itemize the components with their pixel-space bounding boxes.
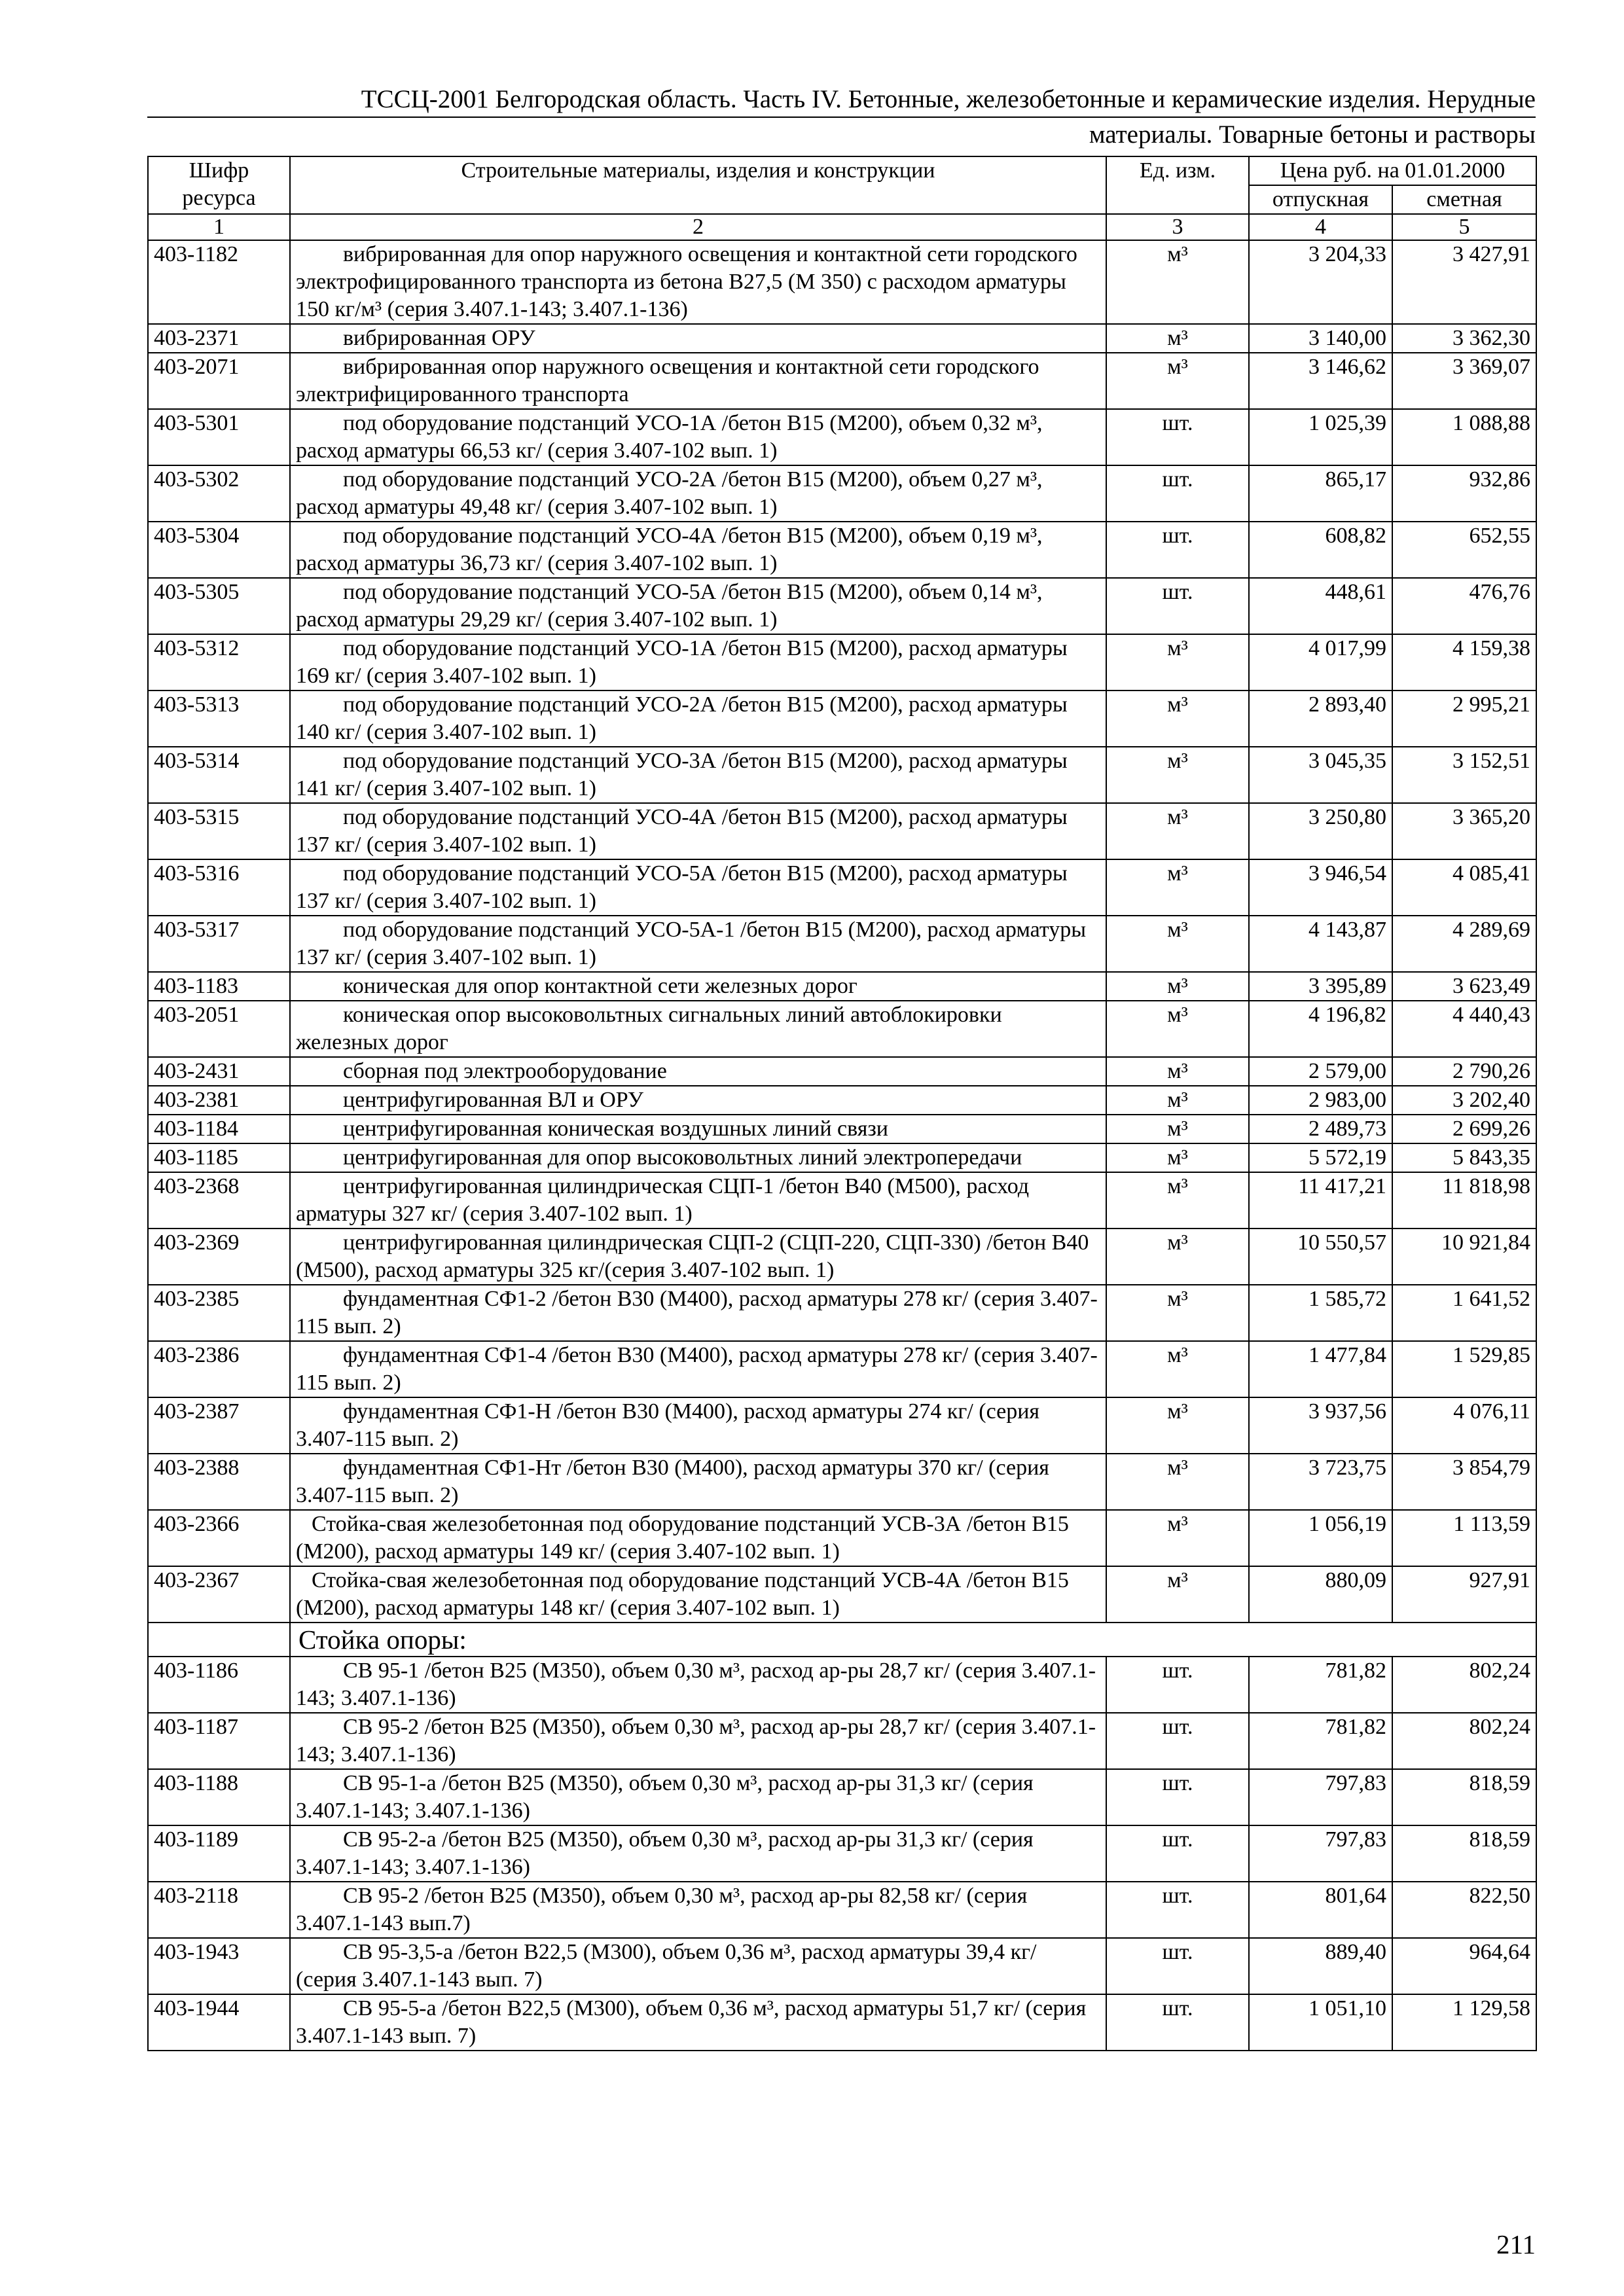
material-description (290, 1341, 1106, 1397)
table-row (148, 1769, 1536, 1825)
estimate-price: 932,86 (1392, 465, 1536, 522)
estimate-price: 5 843,35 (1392, 1143, 1536, 1172)
estimate-price: 4 085,41 (1392, 859, 1536, 916)
release-price: 2 983,00 (1249, 1086, 1392, 1115)
material-description (290, 1172, 1106, 1229)
col-header-code: Шифр ресурса (148, 156, 290, 214)
release-price: 3 946,54 (1249, 859, 1392, 916)
material-description (290, 1882, 1106, 1938)
header-line-1: ТССЦ-2001 Белгородская область. Часть IV. Бетонные, железобетонные и керамические изделия. Нерудные (361, 85, 1536, 113)
header-rule (147, 117, 1536, 118)
section-title: Стойка опоры: (290, 1623, 1536, 1657)
resource-code: 403-2051 (148, 1001, 290, 1057)
estimate-price: 3 623,49 (1392, 972, 1536, 1001)
table-row (148, 465, 1536, 522)
resource-code: 403-5315 (148, 803, 290, 859)
description-text: под оборудование подстанций УСО-3А /бетон В15 (М200), расход арматуры 141 кг/ (серия 3.407-102 вып. 1) (296, 749, 1068, 800)
resource-code: 403-1186 (148, 1657, 290, 1713)
unit-of-measure: шт. (1106, 1657, 1249, 1713)
table-row (148, 324, 1536, 353)
unit-of-measure: шт. (1106, 1825, 1249, 1882)
description-text: Стойка-свая железобетонная под оборудование подстанций УСВ-3А /бетон В15 (М200), расход арматуры 149 кг/ (серия 3.407-102 вып. 1) (296, 1512, 1069, 1564)
release-price: 1 585,72 (1249, 1285, 1392, 1341)
release-price: 5 572,19 (1249, 1143, 1392, 1172)
unit-of-measure: м³ (1106, 1454, 1249, 1510)
estimate-price: 3 369,07 (1392, 353, 1536, 409)
material-description (290, 972, 1106, 1001)
resource-code: 403-1188 (148, 1769, 290, 1825)
resource-code: 403-5301 (148, 409, 290, 465)
unit-of-measure: м³ (1106, 1001, 1249, 1057)
material-description (290, 1001, 1106, 1057)
resource-code: 403-1189 (148, 1825, 290, 1882)
description-text: Стойка-свая железобетонная под оборудование подстанций УСВ-4А /бетон В15 (М200), расход арматуры 148 кг/ (серия 3.407-102 вып. 1) (296, 1568, 1069, 1620)
description-text: СВ 95-5-а /бетон В22,5 (М300), объем 0,36 м³, расход арматуры 51,7 кг/ (серия 3.407.1-143 вып. 7) (296, 1996, 1087, 2048)
table-row (148, 1086, 1536, 1115)
material-description (290, 1769, 1106, 1825)
description-text: под оборудование подстанций УСО-4А /бетон В15 (М200), расход арматуры 137 кг/ (серия 3.407-102 вып. 1) (296, 805, 1068, 857)
release-price: 608,82 (1249, 522, 1392, 578)
description-text: СВ 95-2 /бетон В25 (М350), объем 0,30 м³, расход ар-ры 82,58 кг/ (серия 3.407.1-143 вып.7) (296, 1884, 1028, 1935)
resource-code: 403-2071 (148, 353, 290, 409)
description-text: центрифугированная коническая воздушных линий связи (343, 1117, 888, 1141)
unit-of-measure: м³ (1106, 1143, 1249, 1172)
estimate-price: 818,59 (1392, 1825, 1536, 1882)
resource-code: 403-5312 (148, 634, 290, 691)
estimate-price: 3 202,40 (1392, 1086, 1536, 1115)
table-row (148, 522, 1536, 578)
description-text: СВ 95-2-а /бетон В25 (М350), объем 0,30 м³, расход ар-ры 31,3 кг/ (серия 3.407.1-143; 3.407.1-136) (296, 1827, 1034, 1879)
description-text: под оборудование подстанций УСО-5А /бетон В15 (М200), расход арматуры 137 кг/ (серия 3.407-102 вып. 1) (296, 861, 1068, 913)
release-price: 781,82 (1249, 1657, 1392, 1713)
release-price: 3 937,56 (1249, 1397, 1392, 1454)
resource-code: 403-1943 (148, 1938, 290, 1994)
unit-of-measure: м³ (1106, 747, 1249, 803)
estimate-price: 10 921,84 (1392, 1229, 1536, 1285)
description-text: под оборудование подстанций УСО-5А /бетон В15 (М200), объем 0,14 м³, расход арматуры 29,29 кг/ (серия 3.407-102 вып. 1) (296, 580, 1043, 632)
table-row (148, 747, 1536, 803)
table-row (148, 803, 1536, 859)
estimate-price: 3 365,20 (1392, 803, 1536, 859)
release-price: 1 051,10 (1249, 1994, 1392, 2051)
resource-code: 403-2118 (148, 1882, 290, 1938)
estimate-price: 4 159,38 (1392, 634, 1536, 691)
estimate-price: 822,50 (1392, 1882, 1536, 1938)
release-price: 1 025,39 (1249, 409, 1392, 465)
unit-of-measure: шт. (1106, 1882, 1249, 1938)
unit-of-measure: м³ (1106, 1086, 1249, 1115)
resource-code: 403-2386 (148, 1341, 290, 1397)
resource-code: 403-2385 (148, 1285, 290, 1341)
description-text: центрифугированная цилиндрическая СЦП-2 (СЦП-220, СЦП-330) /бетон В40 (М500), расход арматуры 325 кг/(серия 3.407-102 вып. 1) (296, 1230, 1089, 1282)
description-text: под оборудование подстанций УСО-5А-1 /бетон В15 (М200), расход арматуры 137 кг/ (серия 3.407-102 вып. 1) (296, 918, 1087, 969)
resource-code: 403-5305 (148, 578, 290, 634)
table-row (148, 1115, 1536, 1143)
description-text: фундаментная СФ1-2 /бетон В30 (М400), расход арматуры 278 кг/ (серия 3.407-115 вып. 2) (296, 1287, 1098, 1338)
resource-code: 403-2388 (148, 1454, 290, 1510)
release-price: 10 550,57 (1249, 1229, 1392, 1285)
unit-of-measure: м³ (1106, 1229, 1249, 1285)
release-price: 3 723,75 (1249, 1454, 1392, 1510)
table-body-2 (148, 1657, 1536, 2051)
table-row (148, 916, 1536, 972)
table-row (148, 1994, 1536, 2051)
release-price: 1 056,19 (1249, 1510, 1392, 1566)
material-description (290, 916, 1106, 972)
estimate-price: 2 699,26 (1392, 1115, 1536, 1143)
resource-code: 403-5314 (148, 747, 290, 803)
estimate-price: 4 440,43 (1392, 1001, 1536, 1057)
estimate-price: 964,64 (1392, 1938, 1536, 1994)
estimate-price: 4 076,11 (1392, 1397, 1536, 1454)
release-price: 889,40 (1249, 1938, 1392, 1994)
estimate-price: 11 818,98 (1392, 1172, 1536, 1229)
table-row (148, 1566, 1536, 1623)
description-text: под оборудование подстанций УСО-1А /бетон В15 (М200), расход арматуры 169 кг/ (серия 3.407-102 вып. 1) (296, 636, 1068, 688)
description-text: коническая опор высоковольтных сигнальных линий автоблокировки железных дорог (296, 1003, 1002, 1054)
material-description (290, 1938, 1106, 1994)
unit-of-measure: м³ (1106, 691, 1249, 747)
release-price: 3 250,80 (1249, 803, 1392, 859)
estimate-price: 652,55 (1392, 522, 1536, 578)
table-row (148, 578, 1536, 634)
release-price: 4 196,82 (1249, 1001, 1392, 1057)
estimate-price: 927,91 (1392, 1566, 1536, 1623)
estimate-price: 802,24 (1392, 1713, 1536, 1769)
table-row (148, 1143, 1536, 1172)
resource-code: 403-5316 (148, 859, 290, 916)
column-number: 1 (148, 214, 290, 240)
col-header-unit: Ед. изм. (1106, 156, 1249, 214)
release-price: 797,83 (1249, 1769, 1392, 1825)
description-text: фундаментная СФ1-Нт /бетон В30 (М400), расход арматуры 370 кг/ (серия 3.407-115 вып. 2) (296, 1456, 1049, 1507)
estimate-price: 3 152,51 (1392, 747, 1536, 803)
material-description (290, 691, 1106, 747)
description-text: вибрированная для опор наружного освещения и контактной сети городского электрофицированного транспорта из бетона В27,5 (М 350) с расходом арматуры 150 кг/м³ (серия 3.407.1-143; 3.407.1-136) (296, 242, 1077, 321)
material-description (290, 1713, 1106, 1769)
estimate-price: 476,76 (1392, 578, 1536, 634)
estimate-price: 2 790,26 (1392, 1057, 1536, 1086)
unit-of-measure: м³ (1106, 1566, 1249, 1623)
resource-code: 403-1183 (148, 972, 290, 1001)
description-text: сборная под электрооборудование (343, 1059, 667, 1083)
release-price: 3 045,35 (1249, 747, 1392, 803)
estimate-price: 1 088,88 (1392, 409, 1536, 465)
column-number-row (148, 214, 1536, 240)
description-text: СВ 95-3,5-а /бетон В22,5 (М300), объем 0,36 м³, расход арматуры 39,4 кг/ (серия 3.407.1-143 вып. 7) (296, 1940, 1037, 1992)
material-description (290, 578, 1106, 634)
estimate-price: 818,59 (1392, 1769, 1536, 1825)
material-description (290, 1143, 1106, 1172)
release-price: 865,17 (1249, 465, 1392, 522)
resource-code: 403-1185 (148, 1143, 290, 1172)
table-row (148, 1341, 1536, 1397)
material-description (290, 353, 1106, 409)
table-row (148, 1454, 1536, 1510)
estimate-price: 1 529,85 (1392, 1341, 1536, 1397)
release-price: 4 017,99 (1249, 634, 1392, 691)
material-description (290, 324, 1106, 353)
estimate-price: 4 289,69 (1392, 916, 1536, 972)
release-price: 880,09 (1249, 1566, 1392, 1623)
release-price: 3 146,62 (1249, 353, 1392, 409)
material-description (290, 634, 1106, 691)
resource-code: 403-5304 (148, 522, 290, 578)
table-row (148, 1882, 1536, 1938)
estimate-price: 3 854,79 (1392, 1454, 1536, 1510)
table-row (148, 1713, 1536, 1769)
unit-of-measure: шт. (1106, 1938, 1249, 1994)
table-row (148, 634, 1536, 691)
table-row (148, 1657, 1536, 1713)
column-number: 5 (1392, 214, 1536, 240)
column-number: 4 (1249, 214, 1392, 240)
material-description (290, 1397, 1106, 1454)
material-description (290, 1994, 1106, 2051)
resource-code: 403-2367 (148, 1566, 290, 1623)
description-text: СВ 95-1 /бетон В25 (М350), объем 0,30 м³, расход ар-ры 28,7 кг/ (серия 3.407.1-143; 3.407.1-136) (296, 1659, 1096, 1710)
description-text: вибрированная ОРУ (343, 326, 535, 350)
resource-code: 403-2371 (148, 324, 290, 353)
unit-of-measure: м³ (1106, 1115, 1249, 1143)
resource-code: 403-5313 (148, 691, 290, 747)
unit-of-measure: шт. (1106, 465, 1249, 522)
release-price: 11 417,21 (1249, 1172, 1392, 1229)
release-price: 2 489,73 (1249, 1115, 1392, 1143)
resource-code: 403-2368 (148, 1172, 290, 1229)
estimate-price: 2 995,21 (1392, 691, 1536, 747)
unit-of-measure: шт. (1106, 578, 1249, 634)
unit-of-measure: м³ (1106, 634, 1249, 691)
table-row (148, 691, 1536, 747)
table-row (148, 240, 1536, 324)
unit-of-measure: м³ (1106, 1172, 1249, 1229)
column-number: 3 (1106, 214, 1249, 240)
unit-of-measure: м³ (1106, 972, 1249, 1001)
description-text: СВ 95-1-а /бетон В25 (М350), объем 0,30 м³, расход ар-ры 31,3 кг/ (серия 3.407.1-143; 3.407.1-136) (296, 1771, 1034, 1823)
description-text: фундаментная СФ1-4 /бетон В30 (М400), расход арматуры 278 кг/ (серия 3.407-115 вып. 2) (296, 1343, 1098, 1395)
unit-of-measure: м³ (1106, 324, 1249, 353)
unit-of-measure: м³ (1106, 1510, 1249, 1566)
header-line-2: материалы. Товарные бетоны и растворы (1089, 120, 1536, 149)
resource-code: 403-5317 (148, 916, 290, 972)
material-description (290, 1510, 1106, 1566)
unit-of-measure: шт. (1106, 1713, 1249, 1769)
table-row (148, 1057, 1536, 1086)
material-description (290, 240, 1106, 324)
resource-code: 403-2381 (148, 1086, 290, 1115)
description-text: коническая для опор контактной сети железных дорог (343, 974, 857, 998)
release-price: 3 395,89 (1249, 972, 1392, 1001)
table-row (148, 409, 1536, 465)
estimate-price: 1 129,58 (1392, 1994, 1536, 2051)
material-description (290, 1825, 1106, 1882)
unit-of-measure: шт. (1106, 1994, 1249, 2051)
estimate-price: 802,24 (1392, 1657, 1536, 1713)
material-description (290, 859, 1106, 916)
table-row (148, 1510, 1536, 1566)
material-description (290, 1285, 1106, 1341)
description-text: центрифугированная цилиндрическая СЦП-1 /бетон В40 (М500), расход арматуры 327 кг/ (серия 3.407-102 вып. 1) (296, 1174, 1030, 1226)
running-header (147, 84, 1536, 151)
description-text: центрифугированная для опор высоковольтных линий электропередачи (343, 1145, 1022, 1170)
material-description (290, 803, 1106, 859)
table-body (148, 240, 1536, 1623)
description-text: вибрированная опор наружного освещения и контактной сети городского электрифицированного транспорта (296, 355, 1039, 406)
description-text: центрифугированная ВЛ и ОРУ (343, 1088, 643, 1112)
material-description (290, 1086, 1106, 1115)
material-description (290, 1115, 1106, 1143)
release-price: 781,82 (1249, 1713, 1392, 1769)
unit-of-measure: м³ (1106, 916, 1249, 972)
unit-of-measure: шт. (1106, 522, 1249, 578)
release-price: 801,64 (1249, 1882, 1392, 1938)
unit-of-measure: м³ (1106, 353, 1249, 409)
table-header-row (148, 156, 1536, 185)
resource-code: 403-1187 (148, 1713, 290, 1769)
unit-of-measure: м³ (1106, 1397, 1249, 1454)
table-row (148, 972, 1536, 1001)
estimate-price: 1 113,59 (1392, 1510, 1536, 1566)
estimate-price: 3 362,30 (1392, 324, 1536, 353)
material-description (290, 409, 1106, 465)
unit-of-measure: шт. (1106, 409, 1249, 465)
description-text: под оборудование подстанций УСО-2А /бетон В15 (М200), расход арматуры 140 кг/ (серия 3.407-102 вып. 1) (296, 692, 1068, 744)
column-number: 2 (290, 214, 1106, 240)
resource-code: 403-1182 (148, 240, 290, 324)
table-row (148, 353, 1536, 409)
material-description (290, 747, 1106, 803)
section-body (148, 1623, 1536, 1657)
unit-of-measure: м³ (1106, 1341, 1249, 1397)
description-text: под оборудование подстанций УСО-1А /бетон В15 (М200), объем 0,32 м³, расход арматуры 66,53 кг/ (серия 3.407-102 вып. 1) (296, 411, 1043, 463)
table-row (148, 1825, 1536, 1882)
table-row (148, 1938, 1536, 1994)
table-row (148, 1397, 1536, 1454)
table-row (148, 1001, 1536, 1057)
release-price: 2 579,00 (1249, 1057, 1392, 1086)
release-price: 4 143,87 (1249, 916, 1392, 972)
table-row (148, 1285, 1536, 1341)
release-price: 3 140,00 (1249, 324, 1392, 353)
description-text: фундаментная СФ1-Н /бетон В30 (М400), расход арматуры 274 кг/ (серия 3.407-115 вып. 2) (296, 1399, 1040, 1451)
estimate-price: 1 641,52 (1392, 1285, 1536, 1341)
material-description (290, 1566, 1106, 1623)
unit-of-measure: м³ (1106, 240, 1249, 324)
description-text: под оборудование подстанций УСО-4А /бетон В15 (М200), объем 0,19 м³, расход арматуры 36,73 кг/ (серия 3.407-102 вып. 1) (296, 524, 1043, 575)
col-header-price: Цена руб. на 01.01.2000 (1249, 156, 1536, 185)
material-description (290, 465, 1106, 522)
unit-of-measure: м³ (1106, 859, 1249, 916)
resource-code: 403-2387 (148, 1397, 290, 1454)
resource-code: 403-2369 (148, 1229, 290, 1285)
col-header-description: Строительные материалы, изделия и конструкции (290, 156, 1106, 214)
table-row (148, 1172, 1536, 1229)
release-price: 448,61 (1249, 578, 1392, 634)
table-row (148, 1229, 1536, 1285)
estimate-price: 3 427,91 (1392, 240, 1536, 324)
resource-code: 403-1184 (148, 1115, 290, 1143)
resource-code: 403-5302 (148, 465, 290, 522)
release-price: 797,83 (1249, 1825, 1392, 1882)
release-price: 2 893,40 (1249, 691, 1392, 747)
price-table (147, 156, 1537, 2051)
material-description (290, 1454, 1106, 1510)
unit-of-measure: м³ (1106, 1285, 1249, 1341)
unit-of-measure: м³ (1106, 1057, 1249, 1086)
unit-of-measure: шт. (1106, 1769, 1249, 1825)
col-header-release-price: отпускная (1249, 185, 1392, 214)
release-price: 3 204,33 (1249, 240, 1392, 324)
section-row (148, 1623, 1536, 1657)
resource-code: 403-2431 (148, 1057, 290, 1086)
col-header-estimate-price: сметная (1392, 185, 1536, 214)
table-row (148, 859, 1536, 916)
resource-code: 403-1944 (148, 1994, 290, 2051)
material-description (290, 1657, 1106, 1713)
description-text: под оборудование подстанций УСО-2А /бетон В15 (М200), объем 0,27 м³, расход арматуры 49,48 кг/ (серия 3.407-102 вып. 1) (296, 467, 1043, 519)
material-description (290, 522, 1106, 578)
description-text: СВ 95-2 /бетон В25 (М350), объем 0,30 м³, расход ар-ры 28,7 кг/ (серия 3.407.1-143; 3.407.1-136) (296, 1715, 1096, 1767)
resource-code: 403-2366 (148, 1510, 290, 1566)
unit-of-measure: м³ (1106, 803, 1249, 859)
page-number: 211 (1496, 2229, 1536, 2259)
material-description (290, 1229, 1106, 1285)
release-price: 1 477,84 (1249, 1341, 1392, 1397)
material-description (290, 1057, 1106, 1086)
